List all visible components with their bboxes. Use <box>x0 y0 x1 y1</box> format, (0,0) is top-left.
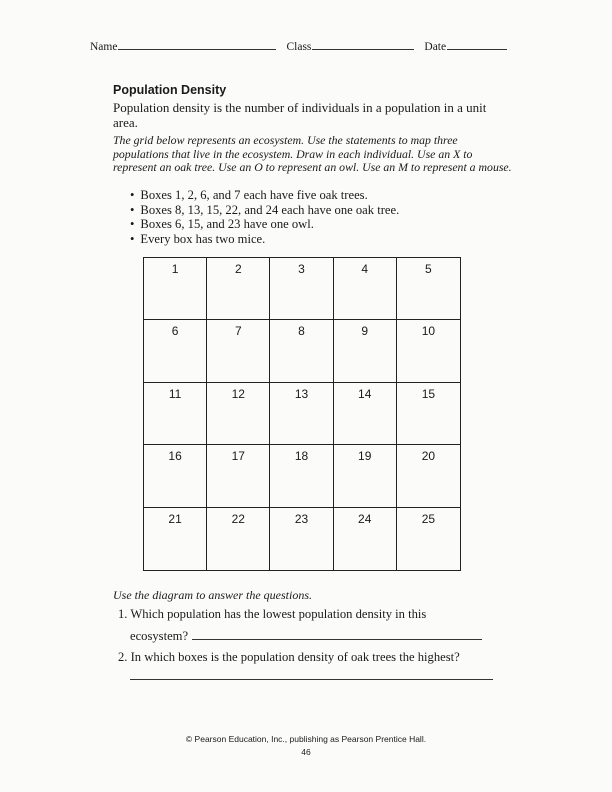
grid-box-10[interactable]: 10 <box>397 320 460 382</box>
grid-box-13[interactable]: 13 <box>270 383 333 445</box>
grid-box-8[interactable]: 8 <box>270 320 333 382</box>
questions-intro: Use the diagram to answer the questions. <box>113 588 312 602</box>
answer-2-line[interactable] <box>130 679 493 680</box>
question-1-continued <box>130 629 482 644</box>
directions-text: The grid below represents an ecosystem. Use the statements to map three populations that live in the ecosystem. Draw in each individual. Use an X to represent an oak tree. Use an O to represent an owl. Use an M to represent a mouse. <box>113 133 512 174</box>
grid-box-16[interactable]: 16 <box>144 445 207 507</box>
grid-box-4[interactable]: 4 <box>334 258 397 320</box>
question-1-line2: ecosystem? <box>130 629 189 643</box>
copyright-text: © Pearson Education, Inc., publishing as Pearson Prentice Hall. <box>185 734 427 744</box>
statement-item: • Boxes 1, 2, 6, and 7 each have five oak trees. <box>130 188 399 203</box>
section-title: Population Density <box>113 83 227 97</box>
grid-box-17[interactable]: 17 <box>207 445 270 507</box>
grid-box-22[interactable]: 22 <box>207 508 270 570</box>
statement-list <box>130 188 399 246</box>
class-label: Class <box>286 41 312 53</box>
date-label: Date <box>424 41 447 53</box>
ecosystem-grid <box>143 257 461 571</box>
grid-box-23[interactable]: 23 <box>270 508 333 570</box>
class-field-line[interactable] <box>312 39 414 50</box>
grid-box-7[interactable]: 7 <box>207 320 270 382</box>
date-field-line[interactable] <box>447 39 507 50</box>
answer-1-line[interactable] <box>192 629 482 640</box>
name-label: Name <box>90 41 118 53</box>
grid-box-6[interactable]: 6 <box>144 320 207 382</box>
grid-box-9[interactable]: 9 <box>334 320 397 382</box>
grid-box-18[interactable]: 18 <box>270 445 333 507</box>
statement-item: • Boxes 6, 15, and 23 have one owl. <box>130 217 399 232</box>
grid-box-25[interactable]: 25 <box>421 511 436 526</box>
grid-box-14[interactable]: 14 <box>334 383 397 445</box>
statement-item: • Boxes 8, 13, 15, 22, and 24 each have one oak tree. <box>130 203 399 218</box>
definition-text: Population density is the number of individuals in a population in a unit area. <box>113 100 487 130</box>
statement-item: • Every box has two mice. <box>130 232 399 247</box>
grid-box-15[interactable]: 15 <box>397 383 460 445</box>
name-field-line[interactable] <box>118 39 276 50</box>
grid-box-1[interactable]: 1 <box>144 258 207 320</box>
grid-box-19[interactable]: 19 <box>334 445 397 507</box>
worksheet-header <box>90 39 507 53</box>
page-footer <box>0 733 612 759</box>
question-1: 1. Which population has the lowest population density in this <box>118 607 427 621</box>
grid-box-5[interactable]: 5 <box>397 258 460 320</box>
question-2: 2. In which boxes is the population density of oak trees the highest? <box>118 650 460 664</box>
grid-box-21[interactable]: 21 <box>144 508 207 570</box>
grid-box-3[interactable]: 3 <box>270 258 333 320</box>
page-number: 46 <box>301 747 311 757</box>
grid-box-2[interactable]: 2 <box>207 258 270 320</box>
grid-box-24[interactable]: 24 <box>334 508 397 570</box>
grid-box-20[interactable]: 20 <box>397 445 460 507</box>
grid-box-11[interactable]: 11 <box>144 383 207 445</box>
grid-box-12[interactable]: 12 <box>207 383 270 445</box>
